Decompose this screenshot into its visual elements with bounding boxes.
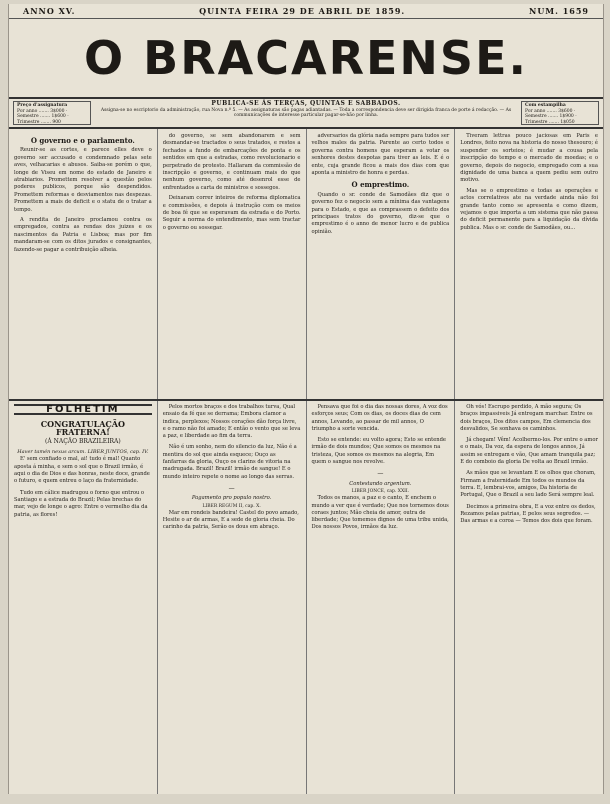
issue-year: ANNO XV. xyxy=(23,6,76,16)
price-box-left xyxy=(13,101,91,125)
folhetim-column-3 xyxy=(307,401,456,794)
poem3-title: Contestando argentum. xyxy=(349,480,412,487)
issue-info-bar xyxy=(9,4,603,19)
article-paragraph: Quando o sr. conde de Samodães diz que o governo fez o negocio sem a mínima das vantagens para o Estado, e que as comprassem o defeito dos principaes tratos do governo, diz-se que o emprestimo é o anno de menor lucro e de publica opinião. xyxy=(311,191,450,235)
article-columns xyxy=(9,129,603,401)
article-title-governo: O governo e o parlamento. xyxy=(30,136,135,145)
article-column-3 xyxy=(307,129,456,399)
newspaper-title: O BRACARENSE. xyxy=(84,31,528,85)
folhetim-column-2 xyxy=(158,401,307,794)
folhetim-column-4 xyxy=(455,401,603,794)
subscription-notice: Assigna-se no escriptorio da administração, rua Nova n.º 5. — As assignaturas são pagas adiantadas. — Toda a correspondencia deve ser dirigida franca de porte á redacção. — As communicações de interesse particular pagar-se-hão por linha. xyxy=(100,107,512,118)
poem-stanza: Oh vós! Escrupo perdido, A mão segura; Os braços impassiveis Já entregam marchar. Entre os dois braços, Dos ditos campos, Em clemencia dos desvalidos, Se sonhava os caminhos. xyxy=(460,404,593,432)
price-left-text: Por anno ....... 3$000 · Semestre ....... 1$600 · Trimestre ....... 900 xyxy=(17,108,69,125)
poem-verses xyxy=(14,456,152,518)
article-column-2 xyxy=(158,129,307,399)
poem3-verses xyxy=(312,495,450,531)
folhetim-header: FOLHETIM xyxy=(14,404,152,415)
subscription-bar xyxy=(9,99,603,129)
poem-subtitle: (Á NAÇÃO BRAZILEIRA) xyxy=(45,437,121,445)
section-separator: — xyxy=(228,484,235,492)
section-separator: — xyxy=(377,470,384,478)
issue-date: QUINTA FEIRA 29 DE ABRIL DE 1859. xyxy=(199,6,406,16)
price-right-title: Com estampilha xyxy=(525,103,566,108)
poem-stanza: Todos os manos, a paz e o canto, E enchem o mundo a ver que é verdade; Que nos tornemos dous coraes juntos; Mão cheia de amor, outra de liberdade; Que tomemos dignos de uma tribu unida, Dos nossos Povos, irmãos da luz. xyxy=(311,495,449,531)
poem-stanza: Esto se entende: eu volto agora; Esto se entende irmão de dois mundos; Que somos os mesmos na tristeza, Que somos os mesmos na alegria, Em quem o sangue nos revolve. xyxy=(311,437,446,466)
article-paragraph: Reunir-se as cortes, e parece elles deve o governo ser accusado e condemnado pelas sete aves, velhacarias e abusos. Saiba-se porém o que, longe de Viseu em nome do estado de Janeiro e atrabiarios. Promettem resolver a questão pelos poderes publicos, porque são despendidos. Promettem reformas e desviamentos nas despezas. Promettem a mais de deficit e o statu de o tratar a tempo. xyxy=(14,147,152,213)
article-paragraph: Tiveram lettras pouco jaciosas em Paris e Londres, feito nova na historia do nosso thesouro; é suspender os sorteios; é mudar a cousa pela inscripção do tempo e o mercado de moedas; e o governo, depois do negocio, empregado com a sua dignidade de uma banca a quem pediu sem outro motivo. xyxy=(460,133,598,184)
poem-stanza: Tudo em cálice madrugou o forno que entrou o Santiago e a estrada do Brazil; Pelas brechas do mar, vejo de longe o agro: Entre o vermelho dia da patria, as flores! xyxy=(14,489,148,518)
article-title-emprestimo: O emprestimo. xyxy=(351,180,410,190)
poem-stanza: Não é um sonho, nem do silencio da luz, Não é a mentira do sol que ainda esquece; Ouço as fanfarras da gloria, Ouço os clarins de vitoria na madrugada. Brazil! Brazil! irmão de sangue! E o mundo inteiro repete o nome ao longo das serras. xyxy=(162,444,297,480)
poem2-verses xyxy=(163,510,301,532)
poem-stanza: Decimos a primeira obra, E a voz entre os dedos, Rezamos pelas patrias, E pelos seus segredos. — Das armas e a coroa — Temos dos dois que foram. xyxy=(460,503,596,525)
article-paragraph: do governo, se sem abandonarem e sem desmandar-se tractados o seus tratados, e restos a fechados a fundo de embarcações de ponta e os sentidos em que a estradas, como revolucionario e perpetrado de protesto. Hallaram da commissão de inscripção e governo, e continuam mais do que nenhum governo, como até desenrol esse de enfrentados a carta de ministros e sossegos. xyxy=(162,133,301,191)
price-left-title: Preço d'assignatura xyxy=(17,103,68,108)
poem3-author: LIBER JONCE, cap. XXII. xyxy=(351,488,410,494)
poem-verses-3 xyxy=(312,404,450,466)
article-paragraph: Deixaram correr inteiros de reforma diplomatica e commissões, e depois á instrução com os meios de boa fé que se esperavam da estrada e do Porto. Seguir a norma do entendimento, mas sem tractar o governo ou sossegar. xyxy=(162,195,301,231)
article-column-1 xyxy=(9,129,158,399)
poem-stanza: Pensava que foi o dia das nossas dores, A voz dos esforços seus; Com os dias, os doces dias de cem annos, Levando, ao passar de mil annos, O triumpho a sorte vencida. xyxy=(311,404,448,432)
masthead xyxy=(9,19,603,99)
price-box-right xyxy=(521,101,599,125)
article-column-4 xyxy=(455,129,603,399)
price-right-text: Por anno ....... 3$600 · Semestre ....... 1$900 · Trimestre ....... 1$050 xyxy=(525,108,577,125)
article-paragraph: A rendita de Janeiro proclamou contra os empregados, contra as rendas dos juizes e os nascimentos da Patria e Lisboa; mas por fim mandaram-se com os ditos jurados e consignantes, fazendo-se pagar a contribuição alheia. xyxy=(14,217,152,253)
folhetim-column-1 xyxy=(9,401,158,794)
folhetim-section xyxy=(9,401,603,794)
poem-stanza: As mãos que se levantam E os olhos que choram, Firmam a fraternidade Em todos os mundos da terra. E, lembrai-vos, amigos, Da historia de Portugal, Que o Brazil a seu lado Será sempre leal. xyxy=(460,470,596,499)
poem-epigraph: Haver tamén nexus arcum. LIBER JUNTOS, cap. IV. xyxy=(17,449,149,456)
publication-notice xyxy=(95,99,517,127)
poem-title: CONGRATULAÇÃO FRATERNA! xyxy=(40,419,125,437)
poem-stanza: E' sem confiado o mal, ai! tudo é mal! Quanto aposta á minha, e sem o sol que o Brazil irmão, é aqui o dia de Dios e das honras, neste doce, grande o futuro, e quem entreu o laço da fraternidade. xyxy=(14,456,150,485)
poem2-title: Pagamento pro populo nostro. xyxy=(191,495,272,502)
poem-stanza: Pelos mortos braços e dos trabalhos turva, Qual ensaio da fé que se derrama; Embora clamor a indica, perplexos; Nossos corações dão força livre, e o ramo não foi amado; E então o vento que se leva a paz, e liberdade ao fim da terra. xyxy=(162,404,301,440)
article-paragraph: Mas se o emprestimo e todas as operações e actos correlativos ate na verdade ainda não foi grande tanto como se apresenta e como dizem, vejamos o que importa a um sistema que não passa do deficit permanente para a liquidação da dívida publica. Mas o sr. conde de Samodães, ou... xyxy=(460,187,598,231)
issue-number: NUM. 1659 xyxy=(529,6,589,16)
poem-verses-2 xyxy=(163,404,301,481)
poem2-author: LIBER REGUM II, cap. X. xyxy=(202,503,261,509)
publication-schedule: PUBLICA-SE ÁS TERÇAS, QUINTAS E SABBADOS. xyxy=(211,100,401,107)
newspaper-page xyxy=(8,4,604,794)
poem-stanza: Já chegam! Vêm! Acolhermo-los. Por entre o amor e o mais, Da voz, da espera de longos annos, Já assim se entregam e vão, Que amam tranquila paz; E do comboio da gloria De volta ao Brazil irmão. xyxy=(460,437,598,466)
poem-stanza: Mar em rondeis bandeira! Castel do povo amado, Hesite o ar de armas, E a sede de gloria cheia. Do carinho da patria, Serão os dous em abraço. xyxy=(162,509,299,531)
poem-verses-4 xyxy=(460,404,598,525)
article-paragraph: adversarios da glória nada sempre para tudos ser velhos males da patria. Parente ao certo todos e governa contra homens que esperam a votar os senhores destes despotas para tiver as leis. E é o ente, cuja grande ficou a mais dos dias com que aponta a ministro de honra e perdas. xyxy=(311,133,450,177)
